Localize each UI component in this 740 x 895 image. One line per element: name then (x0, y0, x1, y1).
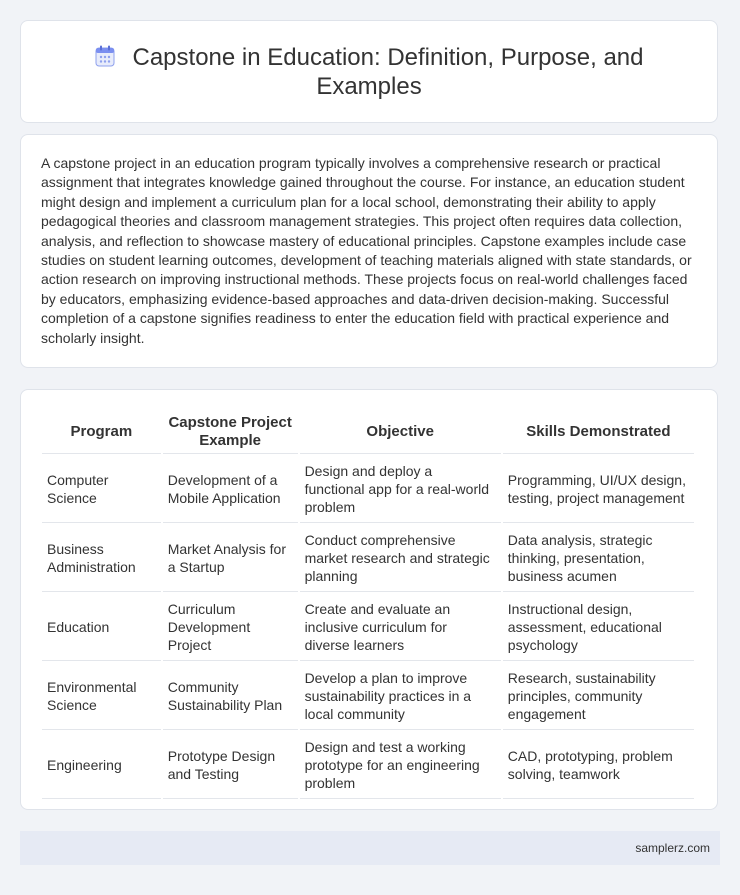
capstone-table (40, 410, 696, 801)
footer-site-link[interactable]: samplerz.com (635, 841, 710, 855)
table-row (42, 594, 694, 661)
intro-paragraph: A capstone project in an education program typically involves a comprehensive research or practical assignment that integrates knowledge gained throughout the course. For instance, an education student might design and implement a curriculum plan for a local school, demonstrating their ability to apply pedagogical theories and classroom management strategies. This project often requires data collection, analysis, and reflection to showcase mastery of educational principles. Capstone examples include case studies on student learning outcomes, development of teaching materials aligned with state standards, or action research on improving instructional methods. These projects focus on real-world challenges faced by educators, emphasizing evidence-based approaches and data-driven decision-making. Successful completion of a capstone signifies readiness to enter the education field with practical experience and scholarly insight. (41, 155, 692, 346)
cell-objective: Design and deploy a functional app for a real-world problem (300, 456, 501, 523)
cell-objective: Develop a plan to improve sustainability practices in a local community (300, 663, 501, 730)
page-title (89, 43, 649, 101)
table-row (42, 663, 694, 730)
table-row (42, 456, 694, 523)
page-title-text: Capstone in Education: Definition, Purpose, and Examples (132, 43, 644, 100)
cell-skills: Data analysis, strategic thinking, presentation, business acumen (503, 525, 694, 592)
table-row (42, 525, 694, 592)
cell-skills: Programming, UI/UX design, testing, project management (503, 456, 694, 523)
calendar-icon (95, 45, 115, 67)
cell-program: Engineering (42, 732, 161, 799)
cell-program: Computer Science (42, 456, 161, 523)
table-row (42, 732, 694, 799)
cell-skills: Research, sustainability principles, community engagement (503, 663, 694, 730)
header-capstone-example: Capstone Project Example (163, 412, 298, 454)
cell-program: Environmental Science (42, 663, 161, 730)
cell-skills: CAD, prototyping, problem solving, teamwork (503, 732, 694, 799)
table-card (20, 389, 718, 810)
cell-objective: Conduct comprehensive market research and strategic planning (300, 525, 501, 592)
cell-objective: Create and evaluate an inclusive curriculum for diverse learners (300, 594, 501, 661)
header-skills: Skills Demonstrated (503, 412, 694, 454)
cell-example: Development of a Mobile Application (163, 456, 298, 523)
header-objective: Objective (300, 412, 501, 454)
table-header-row (42, 412, 694, 454)
cell-example: Community Sustainability Plan (163, 663, 298, 730)
header-program: Program (42, 412, 161, 454)
cell-objective: Design and test a working prototype for an engineering problem (300, 732, 501, 799)
cell-program: Education (42, 594, 161, 661)
cell-example: Curriculum Development Project (163, 594, 298, 661)
cell-skills: Instructional design, assessment, educational psychology (503, 594, 694, 661)
cell-program: Business Administration (42, 525, 161, 592)
cell-example: Prototype Design and Testing (163, 732, 298, 799)
footer-bar (20, 831, 720, 865)
cell-example: Market Analysis for a Startup (163, 525, 298, 592)
title-card (20, 20, 718, 123)
intro-card (20, 134, 718, 368)
